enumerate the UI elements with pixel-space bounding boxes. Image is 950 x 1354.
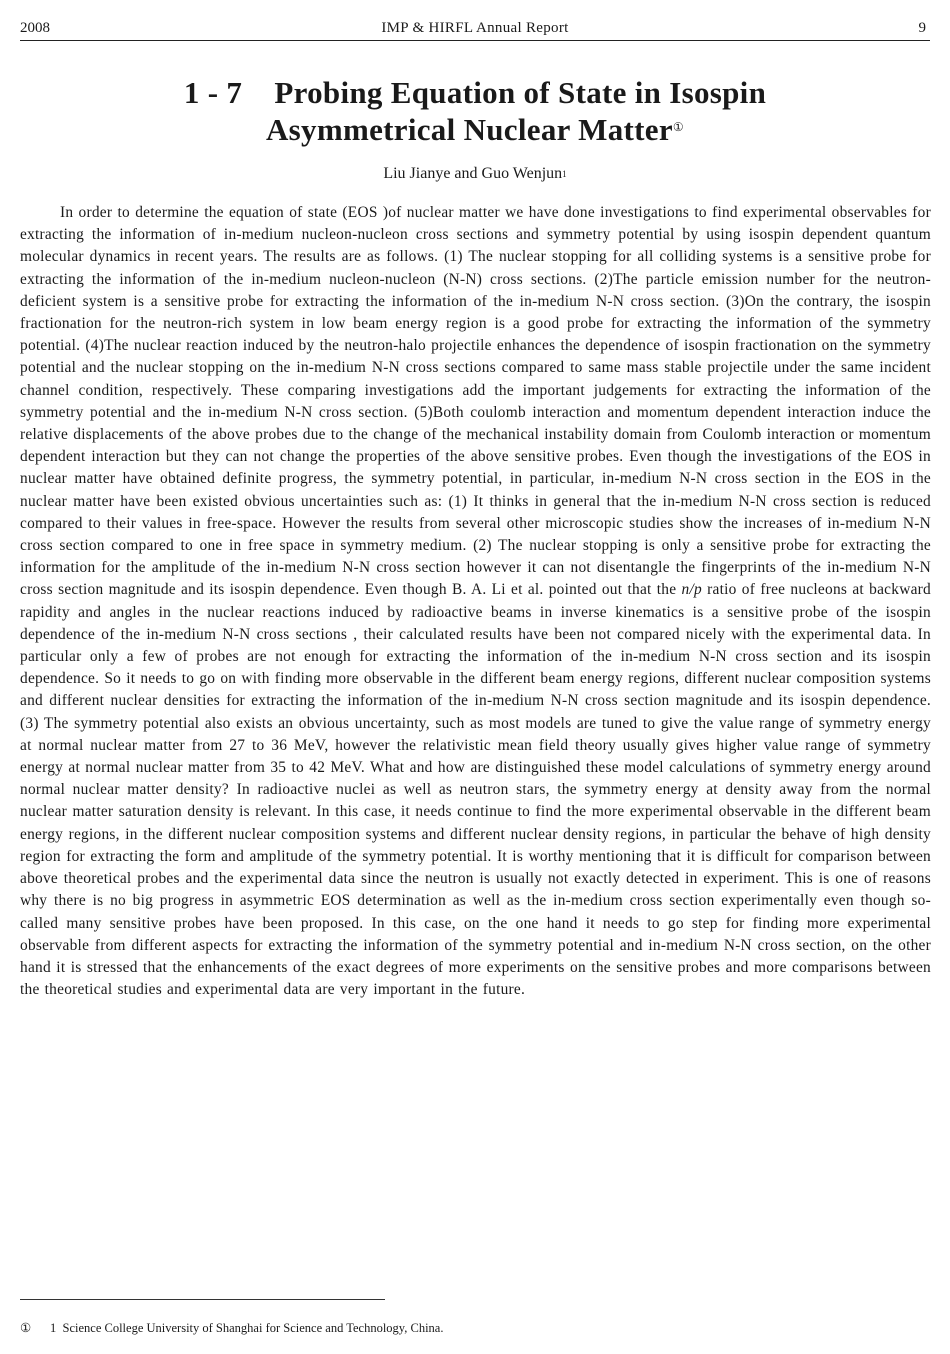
title-line-2: [0, 111, 950, 148]
footnote: [20, 1320, 920, 1336]
np-ratio-italic: n/p: [681, 581, 702, 599]
authors-text: Liu Jianye and Guo Wenjun: [383, 165, 563, 182]
footnote-text: 1 Science College University of Shanghai for Science and Technology, China.: [50, 1321, 444, 1335]
author-line: [0, 164, 950, 184]
body-text-part-1: In order to determine the equation of state (EOS )of nuclear matter we have done investigations to find experimental observables for extracting the information of in-medium nucleon-nucleon cross sections and symmetry potential by using isospin dependent quantum molecular dynamics in recent years. The results are as follows. (1) The nuclear stopping for all colliding systems is a sensitive probe for extracting the information of the in-medium nucleon-nucleon (N-N) cross sections. (2)The particle emission number for the neutron-deficient system is a sensitive probe for extracting the information of the in-medium N-N cross section. (3)On the contrary, the isospin fractionation for the neutron-rich system in low beam energy region is a good probe for extracting the information of the symmetry potential. (4)The nuclear reaction induced by the neutron-halo projectile enhances the dependence of isospin fractionation on the symmetry potential and the nuclear stopping on the in-medium N-N cross sections compared to same mass stable projectile under the same incident channel condition, respectively. These comparing investigations add the important judgements for extracting the information of the symmetry potential and the in-medium N-N cross section. (5)Both coulomb interaction and momentum dependent interaction induce the relative displacements of the above probes due to the change of the mechanical instability domain from Coulomb interaction or momentum dependent interaction but they can not change the properties of the above sensitive probes. Even though the investigations of the EOS in nuclear matter have obtained definite progress, the symmetry potential, in particular, in-medium N-N cross section in the EOS in the nuclear matter have been existed obvious uncertainties such as: (1) It thinks in general that the in-medium N-N cross section is reduced compared to their values in free-space. However the results from several other microscopic studies show the increases of in-medium N-N cross section compared to one in free space in symmetry medium. (2) The nuclear stopping is only a sensitive probe for extracting the information for the amplitude of the in-medium N-N cross section however it can not disentangle the fingerprints of the in-medium N-N cross section magnitude and its isospin dependence. Even though B. A. Li et al. pointed out that the: [20, 204, 931, 599]
running-header: [20, 18, 930, 41]
article-title: [0, 74, 950, 148]
author-affiliation-mark: 1: [562, 169, 567, 179]
header-journal: IMP & HIRFL Annual Report: [381, 20, 569, 36]
header-page-number: 9: [918, 20, 926, 36]
header-year: 2008: [20, 20, 50, 36]
body-text-part-2: ratio of free nucleons at backward rapidity and angles in the nuclear reactions induced by radioactive beams in inverse kinematics is a sensitive probe of the isospin dependence of the in-medium N-N cross sections , their calculated results have been not compared nicely with the experimental data. In particular only a few of probes are not enough for extracting the information of the in-medium N-N cross section and its isospin dependence. So it needs to go on with finding more observable in the different beam energy regions, different nuclear composition systems and different nuclear densities for extracting the information of the in-medium N-N cross section magnitude and its isospin dependence. (3) The symmetry potential also exists an obvious uncertainty, such as most models are tuned to give the value range of symmetry energy at normal nuclear matter from 27 to 36 MeV, however the relativistic mean field theory usually gives higher value range of symmetry energy at normal nuclear matter from 35 to 42 MeV. What and how are distinguished these model calculations of symmetry energy around normal nuclear matter density? In radioactive nuclei as well as neutron stars, the symmetry energy at density away from the normal nuclear matter saturation density is relevant. In this case, it needs continue to find the more experimental observable in the different beam energy regions, in the different nuclear composition systems and different nuclear density regions, in particular the behave of high density region for extracting the form and amplitude of the symmetry potential. It is worthy mentioning that it is difficult for comparison between above theoretical probes and the experimental data since the neutron is usually not exactly detected in experiment. This is one of reasons why there is no big progress in asymmetric EOS determination as well as the in-medium cross section experimentally even though so-called many sensitive probes have been proposed. In this case, on the one hand it needs to go step for finding more experimental observable from different aspects for extracting the information of the symmetry potential and in-medium N-N cross section, on the other hand it is stressed that the enhancements of the exact degrees of more experiments on the sensitive probes and more comparisons between the theoretical studies and experimental data are very important in the future.: [20, 581, 931, 999]
title-line-1: 1 - 7 Probing Equation of State in Isospin: [183, 75, 767, 110]
body-paragraph: [20, 202, 931, 1001]
footnote-mark: ①: [20, 1321, 32, 1335]
title-line-2-text: Asymmetrical Nuclear Matter: [266, 112, 673, 147]
title-footnote-mark: ①: [672, 120, 684, 134]
footnote-divider: [20, 1299, 385, 1300]
